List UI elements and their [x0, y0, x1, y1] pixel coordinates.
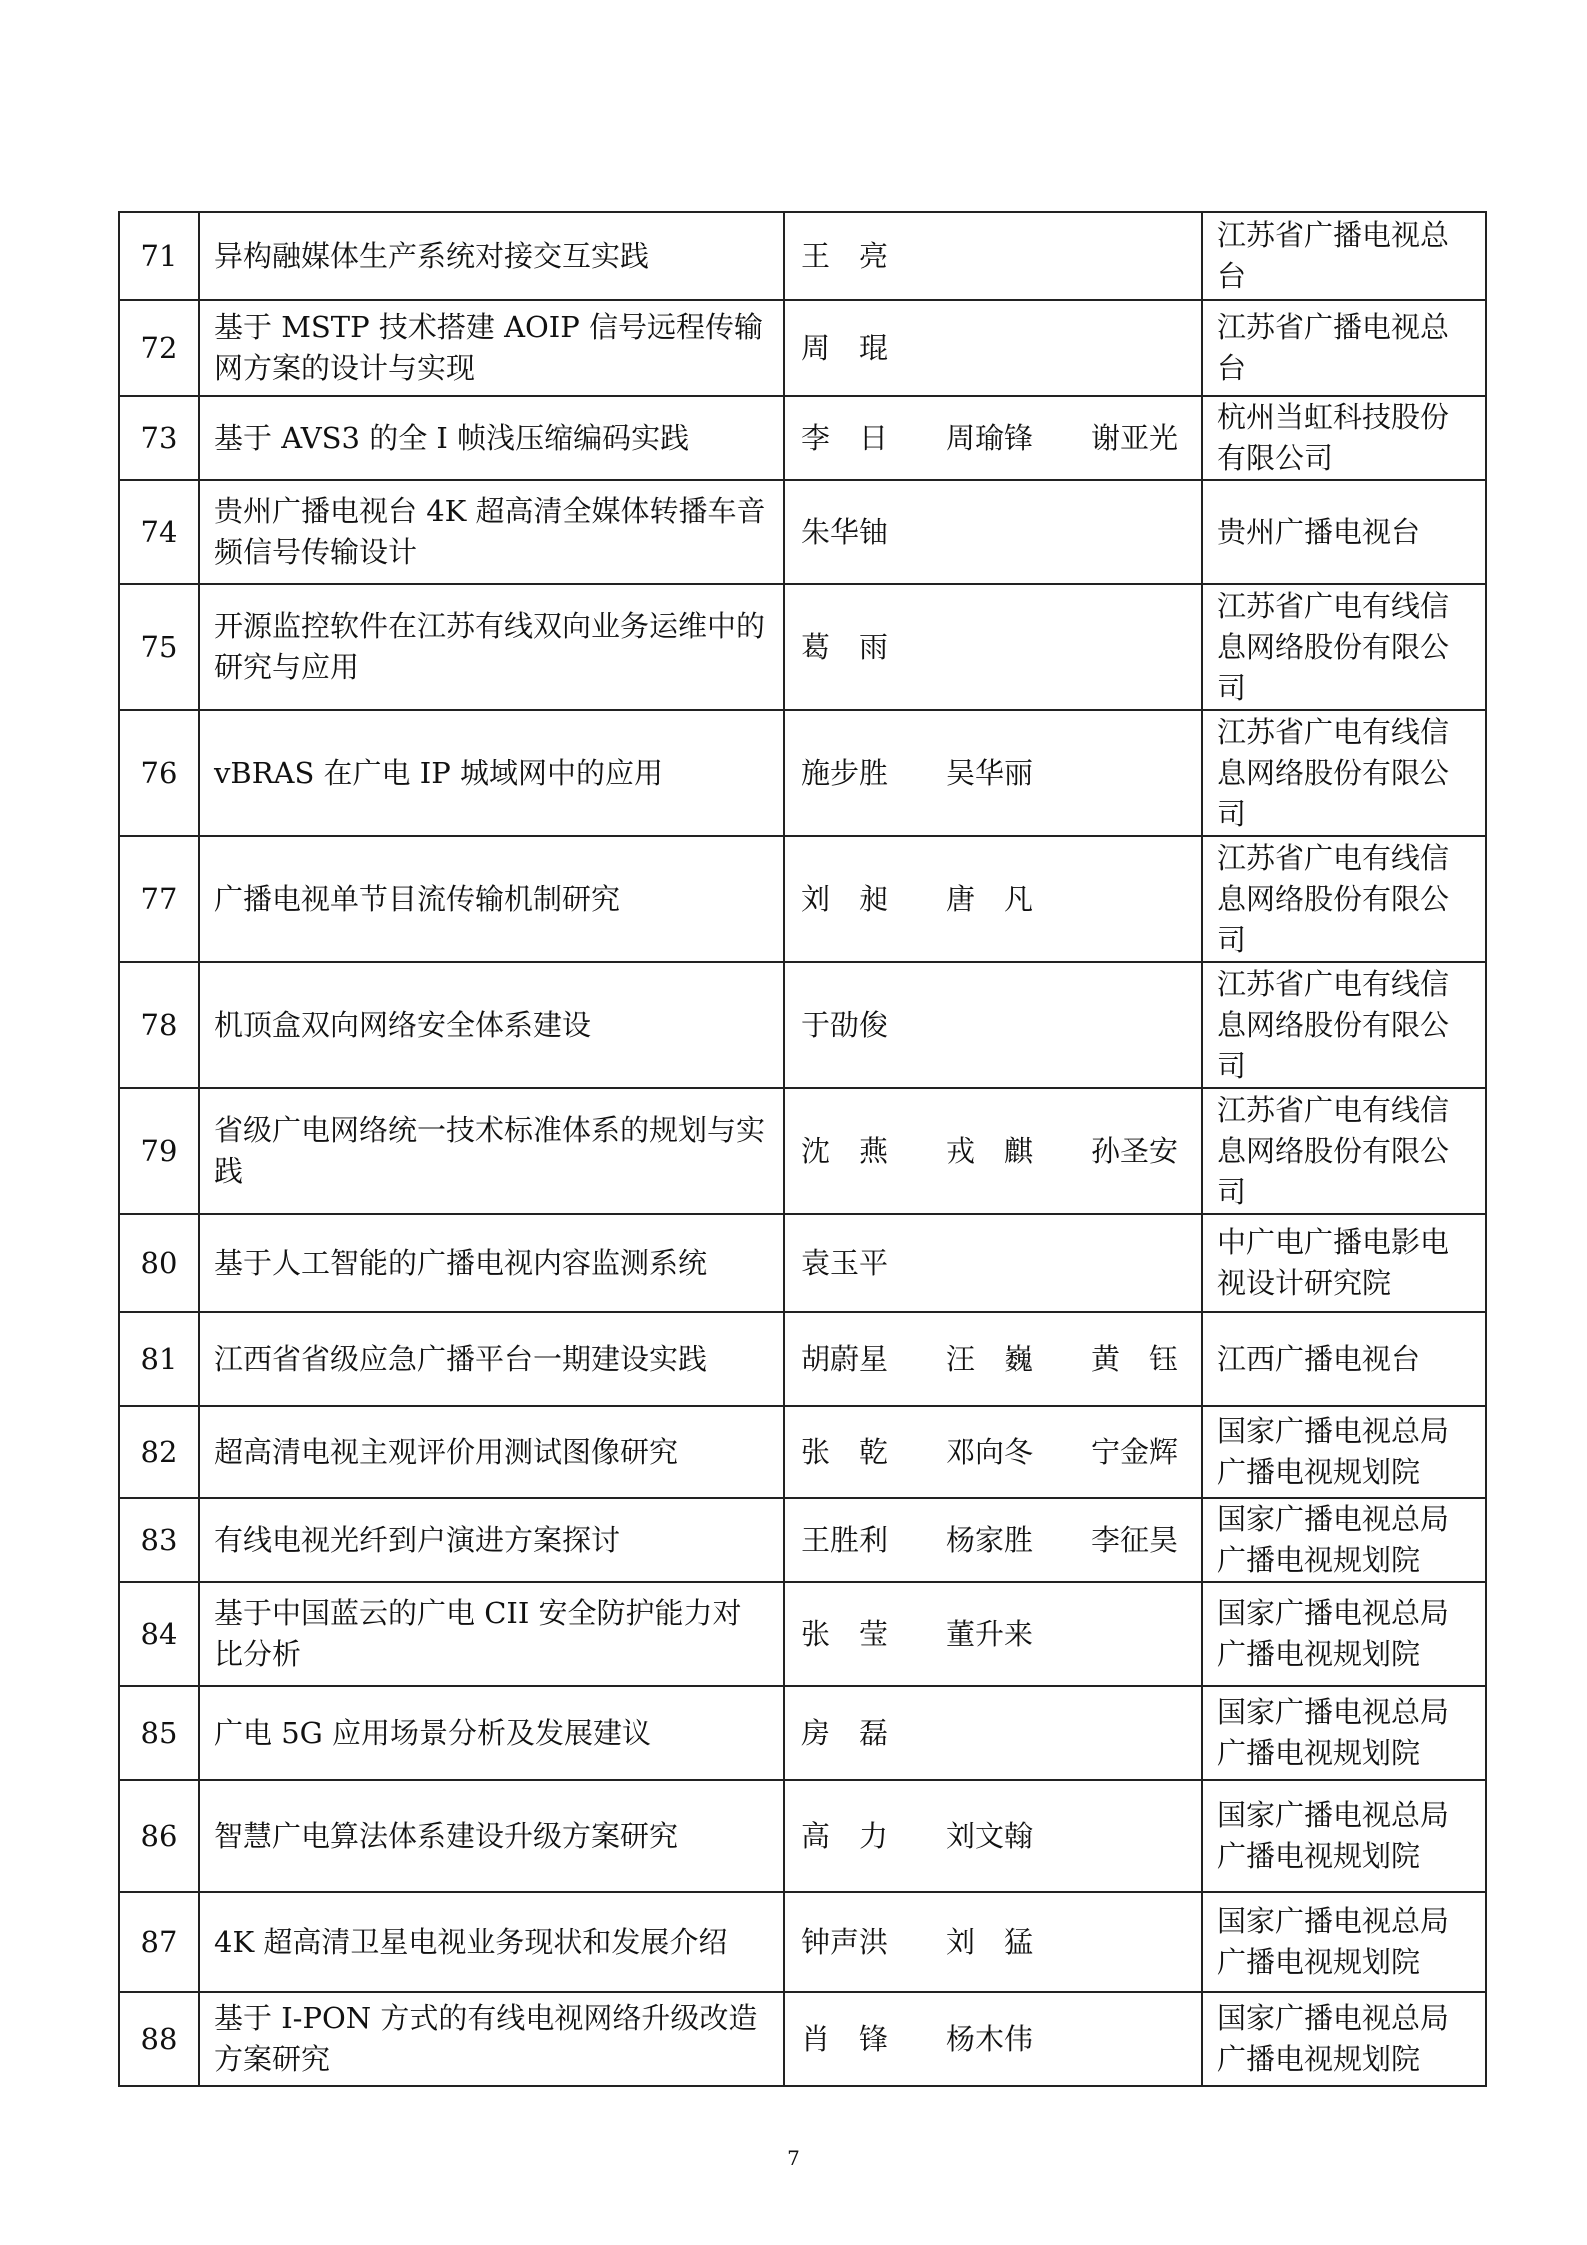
authors: 肖 锋 杨木伟	[784, 1992, 1202, 2086]
authors: 张 乾 邓向冬 宁金辉	[784, 1406, 1202, 1498]
paper-title: 超高清电视主观评价用测试图像研究	[199, 1406, 784, 1498]
row-number: 79	[119, 1088, 199, 1214]
authors: 房 磊	[784, 1686, 1202, 1780]
table-row	[119, 1780, 1486, 1892]
authors: 刘 昶 唐 凡	[784, 836, 1202, 962]
paper-title: 开源监控软件在江苏有线双向业务运维中的研究与应用	[199, 584, 784, 710]
paper-title: 基于 MSTP 技术搭建 AOIP 信号远程传输网方案的设计与实现	[199, 300, 784, 396]
row-number: 86	[119, 1780, 199, 1892]
authors: 袁玉平	[784, 1214, 1202, 1312]
paper-title: 基于 I-PON 方式的有线电视网络升级改造方案研究	[199, 1992, 784, 2086]
paper-title: 广播电视单节目流传输机制研究	[199, 836, 784, 962]
row-number: 73	[119, 396, 199, 480]
table-row	[119, 962, 1486, 1088]
row-number: 72	[119, 300, 199, 396]
organization: 国家广播电视总局广播电视规划院	[1202, 1582, 1486, 1686]
table-row	[119, 1992, 1486, 2086]
authors: 胡蔚星 汪 巍 黄 钰	[784, 1312, 1202, 1406]
paper-title: 4K 超高清卫星电视业务现状和发展介绍	[199, 1892, 784, 1992]
organization: 江苏省广电有线信息网络股份有限公司	[1202, 1088, 1486, 1214]
row-number: 77	[119, 836, 199, 962]
paper-title: 基于人工智能的广播电视内容监测系统	[199, 1214, 784, 1312]
table-row	[119, 396, 1486, 480]
organization: 江苏省广播电视总台	[1202, 300, 1486, 396]
authors: 于劭俊	[784, 962, 1202, 1088]
row-number: 81	[119, 1312, 199, 1406]
table-row	[119, 300, 1486, 396]
table-row	[119, 1214, 1486, 1312]
table-row	[119, 1088, 1486, 1214]
row-number: 71	[119, 212, 199, 300]
paper-title: 智慧广电算法体系建设升级方案研究	[199, 1780, 784, 1892]
paper-title: 省级广电网络统一技术标准体系的规划与实践	[199, 1088, 784, 1214]
authors: 沈 燕 戎 麒 孙圣安	[784, 1088, 1202, 1214]
table-row	[119, 212, 1486, 300]
organization: 国家广播电视总局广播电视规划院	[1202, 1406, 1486, 1498]
organization: 江苏省广电有线信息网络股份有限公司	[1202, 584, 1486, 710]
paper-title: 基于中国蓝云的广电 CII 安全防护能力对比分析	[199, 1582, 784, 1686]
organization: 贵州广播电视台	[1202, 480, 1486, 584]
paper-title: 江西省省级应急广播平台一期建设实践	[199, 1312, 784, 1406]
row-number: 84	[119, 1582, 199, 1686]
row-number: 87	[119, 1892, 199, 1992]
paper-title: 机顶盒双向网络安全体系建设	[199, 962, 784, 1088]
organization: 江苏省广播电视总台	[1202, 212, 1486, 300]
authors: 王 亮	[784, 212, 1202, 300]
organization: 国家广播电视总局广播电视规划院	[1202, 1892, 1486, 1992]
authors: 朱华铀	[784, 480, 1202, 584]
row-number: 88	[119, 1992, 199, 2086]
authors: 王胜利 杨家胜 李征昊	[784, 1498, 1202, 1582]
row-number: 75	[119, 584, 199, 710]
organization: 江苏省广电有线信息网络股份有限公司	[1202, 836, 1486, 962]
row-number: 76	[119, 710, 199, 836]
authors: 高 力 刘文翰	[784, 1780, 1202, 1892]
table-row	[119, 710, 1486, 836]
table-body	[119, 212, 1486, 2086]
authors: 李 日 周瑜锋 谢亚光	[784, 396, 1202, 480]
paper-title: 广电 5G 应用场景分析及发展建议	[199, 1686, 784, 1780]
row-number: 80	[119, 1214, 199, 1312]
organization: 江苏省广电有线信息网络股份有限公司	[1202, 962, 1486, 1088]
table-row	[119, 480, 1486, 584]
table-row	[119, 836, 1486, 962]
paper-title: 异构融媒体生产系统对接交互实践	[199, 212, 784, 300]
paper-title: 有线电视光纤到户演进方案探讨	[199, 1498, 784, 1582]
organization: 国家广播电视总局广播电视规划院	[1202, 1780, 1486, 1892]
paper-title: 贵州广播电视台 4K 超高清全媒体转播车音频信号传输设计	[199, 480, 784, 584]
organization: 江西广播电视台	[1202, 1312, 1486, 1406]
organization: 江苏省广电有线信息网络股份有限公司	[1202, 710, 1486, 836]
paper-title: vBRAS 在广电 IP 城域网中的应用	[199, 710, 784, 836]
organization: 中广电广播电影电视设计研究院	[1202, 1214, 1486, 1312]
row-number: 74	[119, 480, 199, 584]
paper-title: 基于 AVS3 的全 I 帧浅压缩编码实践	[199, 396, 784, 480]
table-row	[119, 584, 1486, 710]
table-row	[119, 1498, 1486, 1582]
row-number: 82	[119, 1406, 199, 1498]
organization: 国家广播电视总局广播电视规划院	[1202, 1498, 1486, 1582]
row-number: 85	[119, 1686, 199, 1780]
authors: 钟声洪 刘 猛	[784, 1892, 1202, 1992]
organization: 杭州当虹科技股份有限公司	[1202, 396, 1486, 480]
table-row	[119, 1312, 1486, 1406]
awards-table	[118, 211, 1487, 2087]
authors: 葛 雨	[784, 584, 1202, 710]
table-row	[119, 1686, 1486, 1780]
organization: 国家广播电视总局广播电视规划院	[1202, 1686, 1486, 1780]
authors: 张 莹 董升来	[784, 1582, 1202, 1686]
authors: 施步胜 吴华丽	[784, 710, 1202, 836]
table-row	[119, 1892, 1486, 1992]
authors: 周 琨	[784, 300, 1202, 396]
row-number: 83	[119, 1498, 199, 1582]
table-row	[119, 1582, 1486, 1686]
organization: 国家广播电视总局广播电视规划院	[1202, 1992, 1486, 2086]
page-number: 7	[787, 2146, 800, 2170]
row-number: 78	[119, 962, 199, 1088]
table-row	[119, 1406, 1486, 1498]
